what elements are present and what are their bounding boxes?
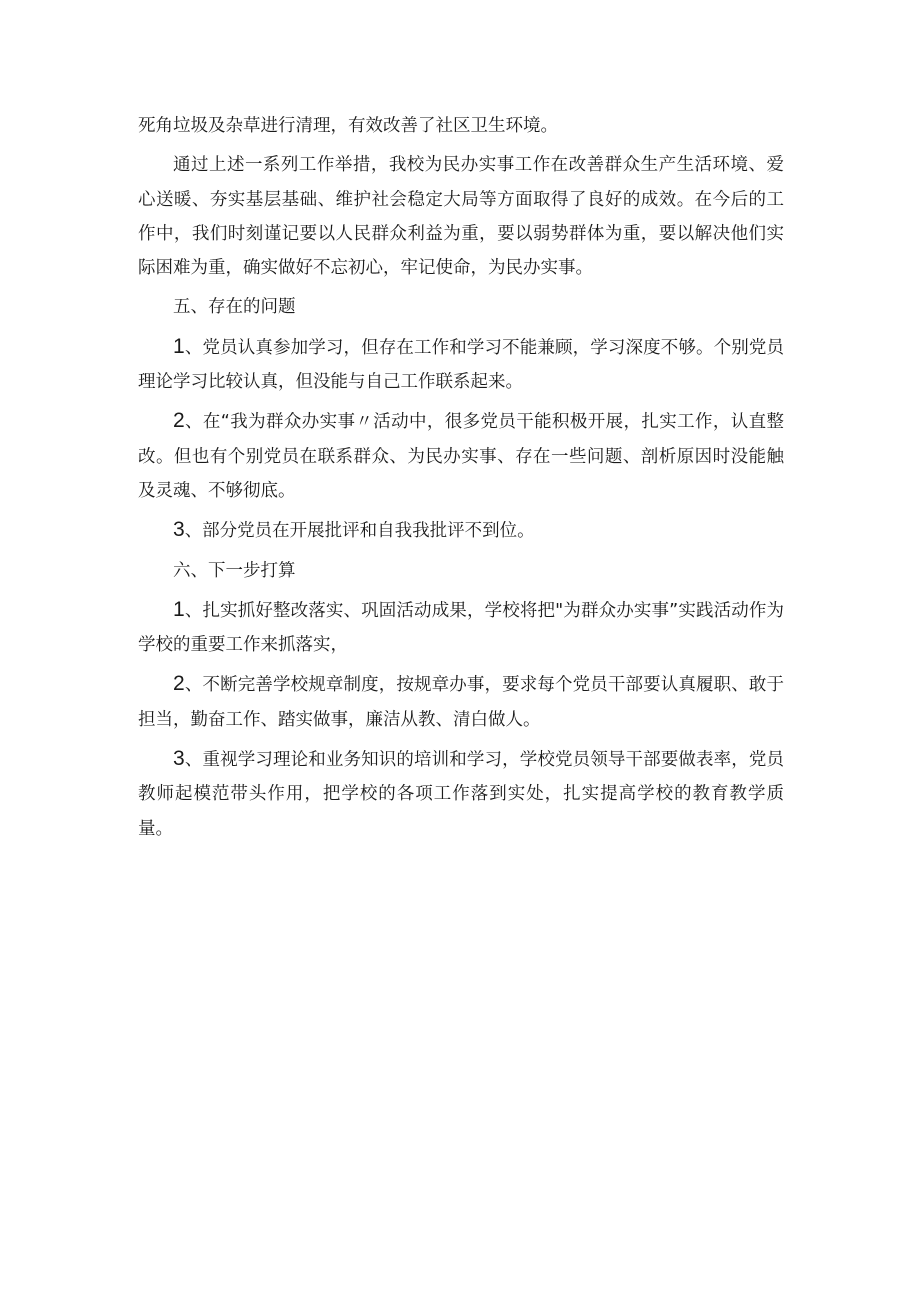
- problem-item-1-text: 、党员认真参加学习，但存在工作和学习不能兼顾，学习深度不够。个别党员理论学习比较认真，但没能与自己工作联系起来。: [138, 337, 784, 393]
- paragraph-continuation: 死角垃圾及杂草进行清理，有效改善了社区卫生环境。: [138, 116, 558, 136]
- problem-item-2-number: 2: [173, 409, 185, 433]
- problem-item-2: [138, 404, 784, 508]
- plan-item-2-text: 、不断完善学校规章制度，按规章办事，要求每个党员干部要认真履职、敢于担当，勤奋工作、踏实做事，廉洁从教、清白做人。: [138, 675, 784, 730]
- plan-item-1-text: 、扎实抓好整改落实、巩固活动成果，学校将把"为群众办实事”实践活动作为学校的重要工作来抓落实，: [138, 600, 784, 656]
- problem-item-2-text: 、在“我为群众办实事〃活动中，很多党员干能积极开展，扎实工作，认直整改。但也有个别党员在联系群众、为民办实事、存在一些问题、剖析原因时没能触及灵魂、不够彻底。: [138, 412, 784, 501]
- problem-item-1: [138, 330, 784, 400]
- plan-item-2: [138, 667, 784, 737]
- problem-item-1-number: 1: [173, 334, 185, 358]
- section-heading-next-steps: 六、下一步打算: [173, 560, 296, 581]
- document-body: [138, 109, 784, 846]
- plan-item-1: [138, 593, 784, 663]
- plan-item-3: [138, 742, 784, 846]
- plan-item-3-text: 、重视学习理论和业务知识的培训和学习，学校党员领导干部要做表率，党员教师起模范带头作用，把学校的各项工作落到实处，扎实提高学校的教育教学质量。: [138, 750, 784, 839]
- plan-item-2-number: 2: [173, 672, 185, 696]
- problem-item-3: [138, 513, 784, 548]
- paragraph-summary: 通过上述一系列工作举措，我校为民办实事工作在改善群众生产生活环境、爱心送暖、夯实基层基础、维护社会稳定大局等方面取得了良好的成效。在今后的工作中，我们时刻谨记要以人民群众利益为重，要以弱势群体为重，要以解决他们实际困难为重，确实做好不忘初心，牢记使命，为民办实事。: [138, 155, 784, 279]
- problem-item-3-text: 、部分党员在开展批评和自我我批评不到位。: [184, 521, 535, 542]
- section-heading-problems: 五、存在的问题: [173, 297, 296, 318]
- problem-item-3-number: 3: [173, 518, 185, 542]
- plan-item-1-number: 1: [173, 597, 185, 621]
- plan-item-3-number: 3: [173, 747, 185, 771]
